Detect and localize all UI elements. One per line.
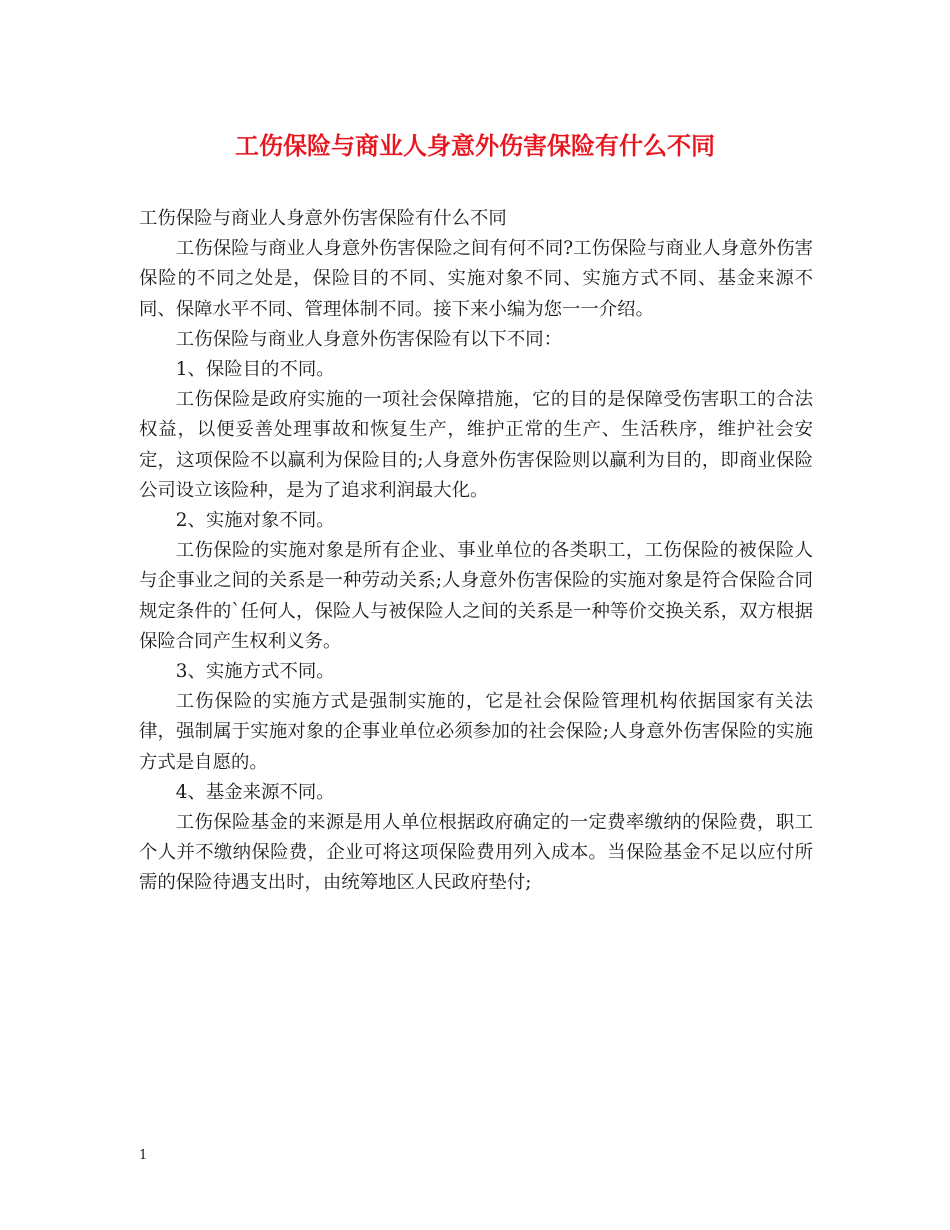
paragraph-list-lead: 工伤保险与商业人身意外伤害保险有以下不同： [175, 328, 563, 350]
paragraph-section-4: 工伤保险基金的来源是用人单位根据政府确定的一定费率缴纳的保险费，职工个人并不缴纳保险费，企业可将这项保险费用列入成本。当保险基金不足以应付所需的保险待遇支出时，由统筹地区人民政府垫付; [139, 812, 813, 894]
page-number: 1 [139, 1148, 148, 1163]
section-heading-1: 1、保险目的不同。 [175, 359, 335, 381]
document-title: 工伤保险与商业人身意外伤害保险有什么不同 [235, 132, 715, 160]
section-heading-3: 3、实施方式不同。 [175, 661, 335, 683]
paragraph-intro: 工伤保险与商业人身意外伤害保险之间有何不同?工伤保险与商业人身意外伤害保险的不同之处是，保险目的不同、实施对象不同、实施方式不同、基金来源不同、保障水平不同、管理体制不同。接下来小编为您一一介绍。 [139, 238, 813, 320]
paragraph-section-3: 工伤保险的实施方式是强制实施的，它是社会保险管理机构依据国家有关法律，强制属于实施对象的企事业单位必须参加的社会保险;人身意外伤害保险的实施方式是自愿的。 [139, 691, 813, 773]
paragraph-section-2: 工伤保险的实施对象是所有企业、事业单位的各类职工，工伤保险的被保险人与企事业之间的关系是一种劳动关系;人身意外伤害保险的实施对象是符合保险合同规定条件的`任何人，保险人与被保险人之间的关系是一种等价交换关系，双方根据保险合同产生权利义务。 [139, 540, 813, 652]
section-heading-2: 2、实施对象不同。 [175, 510, 335, 532]
section-heading-4: 4、基金来源不同。 [175, 781, 335, 803]
document-body [139, 204, 813, 899]
paragraph-section-1: 工伤保险是政府实施的一项社会保障措施，它的目的是保障受伤害职工的合法权益，以便妥善处理事故和恢复生产，维护正常的生产、生活秩序，维护社会安定，这项保险不以赢利为保险目的;人身意外伤害保险则以赢利为目的，即商业保险公司设立该险种，是为了追求利润最大化。 [139, 389, 813, 501]
paragraph-heading: 工伤保险与商业人身意外伤害保险有什么不同 [139, 208, 507, 229]
